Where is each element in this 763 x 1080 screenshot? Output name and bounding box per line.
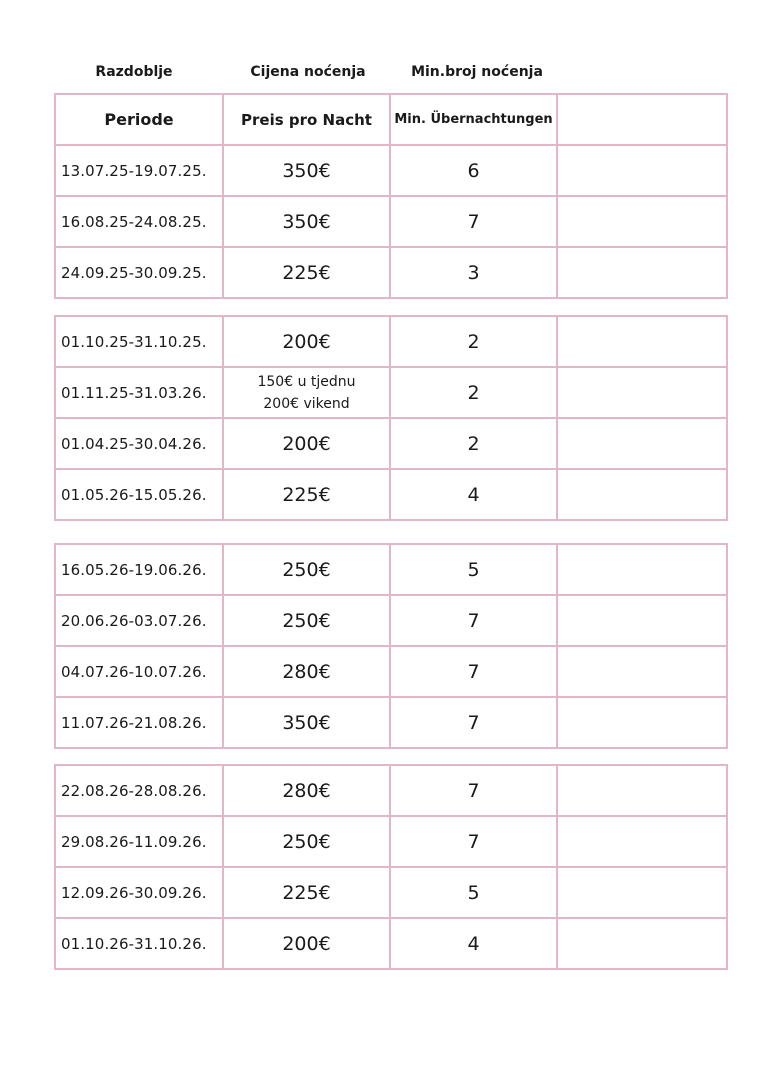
- empty-cell: [557, 418, 727, 469]
- empty-cell: [557, 646, 727, 697]
- period-cell: 13.07.25-19.07.25.: [55, 145, 223, 196]
- header-periode: Periode: [55, 94, 223, 145]
- empty-cell: [557, 145, 727, 196]
- period-cell: 24.09.25-30.09.25.: [55, 247, 223, 298]
- table-row: [55, 544, 727, 595]
- min-nights-cell: 4: [390, 918, 557, 969]
- min-nights-cell: 3: [390, 247, 557, 298]
- table-row: [55, 145, 727, 196]
- empty-cell: [557, 316, 727, 367]
- table-row: [55, 816, 727, 867]
- empty-cell: [557, 367, 727, 418]
- header-empty-cell: [557, 94, 727, 145]
- min-nights-cell: 5: [390, 867, 557, 918]
- table-block-2: [54, 315, 726, 521]
- period-cell: 01.10.26-31.10.26.: [55, 918, 223, 969]
- header-min-uebernachtungen: Min. Übernachtungen: [390, 94, 557, 145]
- period-cell: 12.09.26-30.09.26.: [55, 867, 223, 918]
- period-cell: 20.06.26-03.07.26.: [55, 595, 223, 646]
- min-nights-cell: 4: [390, 469, 557, 520]
- header-row: [55, 94, 727, 145]
- period-cell: 16.05.26-19.06.26.: [55, 544, 223, 595]
- empty-cell: [557, 469, 727, 520]
- price-cell: 200€: [223, 918, 390, 969]
- price-cell: [223, 367, 390, 418]
- period-cell: 22.08.26-28.08.26.: [55, 765, 223, 816]
- period-cell: 04.07.26-10.07.26.: [55, 646, 223, 697]
- empty-cell: [557, 918, 727, 969]
- min-nights-cell: 7: [390, 646, 557, 697]
- table-row: [55, 316, 727, 367]
- price-cell: 280€: [223, 765, 390, 816]
- table-block-4: [54, 764, 726, 970]
- empty-cell: [557, 816, 727, 867]
- min-nights-cell: 7: [390, 816, 557, 867]
- min-nights-cell: 7: [390, 595, 557, 646]
- min-nights-cell: 5: [390, 544, 557, 595]
- price-cell: 350€: [223, 196, 390, 247]
- empty-cell: [557, 765, 727, 816]
- table-block-1: [54, 93, 726, 299]
- table-row: [55, 469, 727, 520]
- min-nights-cell: 2: [390, 418, 557, 469]
- header-cijena: Cijena noćenja: [250, 64, 366, 80]
- table-row: [55, 765, 727, 816]
- empty-cell: [557, 544, 727, 595]
- period-cell: 01.04.25-30.04.26.: [55, 418, 223, 469]
- price-cell: 250€: [223, 595, 390, 646]
- period-cell: 01.10.25-31.10.25.: [55, 316, 223, 367]
- empty-cell: [557, 867, 727, 918]
- table-block-3: [54, 543, 726, 749]
- table-row: [55, 196, 727, 247]
- table-row: [55, 918, 727, 969]
- price-cell: 350€: [223, 145, 390, 196]
- price-cell: 250€: [223, 544, 390, 595]
- header-razdoblje: Razdoblje: [95, 64, 173, 80]
- period-cell: 01.11.25-31.03.26.: [55, 367, 223, 418]
- table-row: [55, 646, 727, 697]
- empty-cell: [557, 247, 727, 298]
- price-weekend: 200€ vikend: [263, 395, 350, 412]
- price-cell: 250€: [223, 816, 390, 867]
- min-nights-cell: 2: [390, 367, 557, 418]
- price-cell: 225€: [223, 867, 390, 918]
- price-cell: 225€: [223, 469, 390, 520]
- price-cell: 225€: [223, 247, 390, 298]
- min-nights-cell: 6: [390, 145, 557, 196]
- period-cell: 16.08.25-24.08.25.: [55, 196, 223, 247]
- table-row: [55, 867, 727, 918]
- price-cell: 350€: [223, 697, 390, 748]
- table-row: [55, 367, 727, 418]
- price-cell: 200€: [223, 418, 390, 469]
- period-cell: 29.08.26-11.09.26.: [55, 816, 223, 867]
- period-cell: 11.07.26-21.08.26.: [55, 697, 223, 748]
- min-nights-cell: 2: [390, 316, 557, 367]
- empty-cell: [557, 196, 727, 247]
- table-row: [55, 247, 727, 298]
- min-nights-cell: 7: [390, 196, 557, 247]
- min-nights-cell: 7: [390, 765, 557, 816]
- empty-cell: [557, 595, 727, 646]
- table-row: [55, 595, 727, 646]
- price-cell: 280€: [223, 646, 390, 697]
- header-preis-pro-nacht: Preis pro Nacht: [223, 94, 390, 145]
- min-nights-cell: 7: [390, 697, 557, 748]
- empty-cell: [557, 697, 727, 748]
- table-row: [55, 418, 727, 469]
- price-weekday: 150€ u tjednu: [257, 373, 356, 390]
- header-min-broj: Min.broj noćenja: [411, 64, 543, 80]
- table-row: [55, 697, 727, 748]
- price-cell: 200€: [223, 316, 390, 367]
- period-cell: 01.05.26-15.05.26.: [55, 469, 223, 520]
